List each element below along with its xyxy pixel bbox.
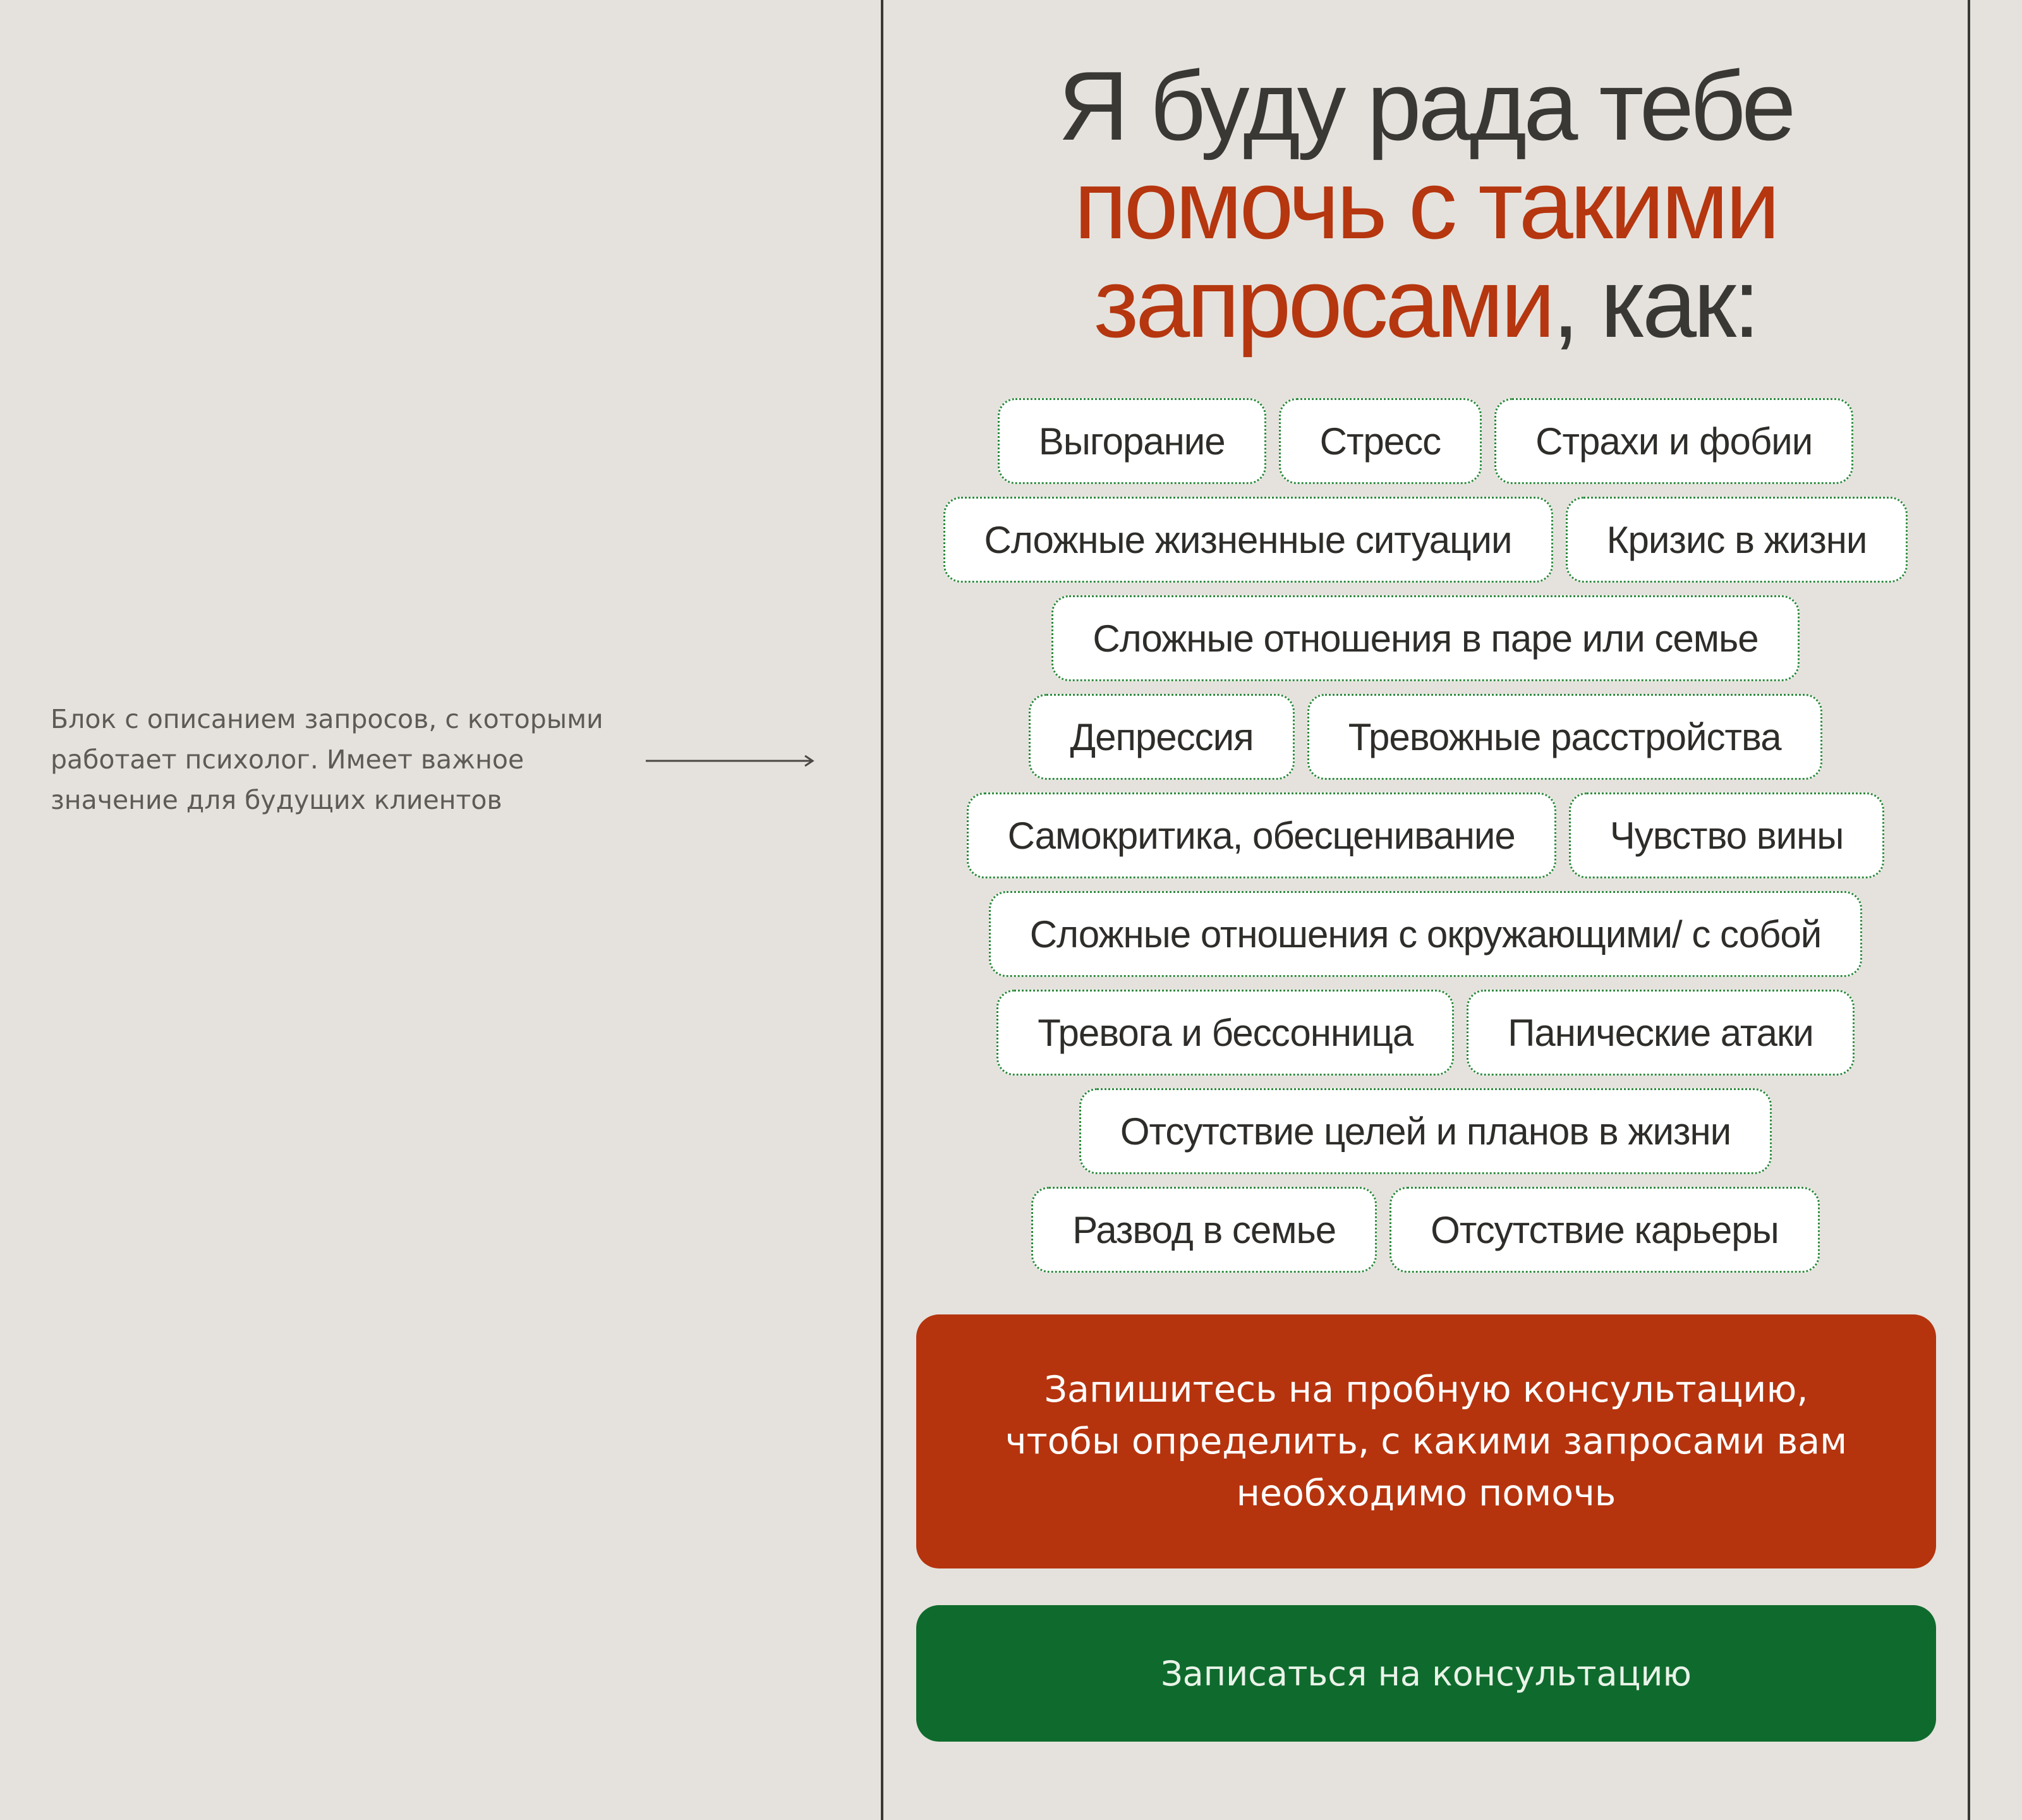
annotation-line: Блок с описанием запросов, с которыми <box>51 704 603 734</box>
heading-accent-word: запросами <box>1094 248 1553 358</box>
frame-divider-right <box>1968 0 1970 1820</box>
heading-line-2: помочь с такими <box>1074 150 1777 259</box>
callout-line: чтобы определить, с какими запросами вам <box>1005 1421 1848 1462</box>
tag-row <box>1051 595 1799 681</box>
request-tag: Тревога и бессонница <box>996 990 1454 1076</box>
request-tag: Выгорание <box>998 398 1266 484</box>
request-tag: Панические атаки <box>1467 990 1855 1076</box>
request-tag: Сложные жизненные ситуации <box>943 497 1553 583</box>
request-tag: Сложные отношения с окружающими/ с собой <box>989 891 1863 977</box>
heading-line-3 <box>883 248 1968 358</box>
annotation-line: работает психолог. Имеет важное <box>51 744 524 775</box>
callout-line: необходимо помочь <box>1236 1472 1616 1514</box>
requests-section <box>883 0 1968 1820</box>
heading-line-1: Я буду рада тебе <box>1058 51 1793 161</box>
request-tag: Тревожные расстройства <box>1307 694 1822 780</box>
tag-row <box>989 891 1863 977</box>
tag-row <box>943 497 1908 583</box>
request-tag: Развод в семье <box>1031 1187 1377 1273</box>
request-tag: Отсутствие карьеры <box>1389 1187 1820 1273</box>
section-heading <box>883 51 1968 358</box>
request-tag: Отсутствие целей и планов в жизни <box>1079 1088 1772 1174</box>
tag-row <box>1079 1088 1772 1174</box>
consultation-callout <box>916 1314 1936 1568</box>
book-consultation-button[interactable]: Записаться на консультацию <box>916 1605 1936 1742</box>
tag-row <box>1029 694 1822 780</box>
arrow-right-icon <box>646 751 815 771</box>
request-tag: Чувство вины <box>1569 792 1885 878</box>
request-tag: Сложные отношения в паре или семье <box>1051 595 1799 681</box>
callout-text <box>984 1364 1868 1519</box>
annotation-text <box>51 699 657 820</box>
request-tag: Самокритика, обесценивание <box>967 792 1556 878</box>
tag-row <box>1031 1187 1820 1273</box>
tag-row <box>998 398 1853 484</box>
request-tag: Стресс <box>1279 398 1482 484</box>
heading-suffix: , как: <box>1552 248 1757 358</box>
request-tag: Страхи и фобии <box>1494 398 1853 484</box>
callout-line: Запишитесь на пробную консультацию, <box>1044 1369 1808 1410</box>
tag-row <box>996 990 1855 1076</box>
annotation-line: значение для будущих клиентов <box>51 785 502 815</box>
request-tag: Кризис в жизни <box>1566 497 1908 583</box>
tag-row <box>967 792 1885 878</box>
request-tags-list <box>896 398 1955 1273</box>
request-tag: Депрессия <box>1029 694 1294 780</box>
